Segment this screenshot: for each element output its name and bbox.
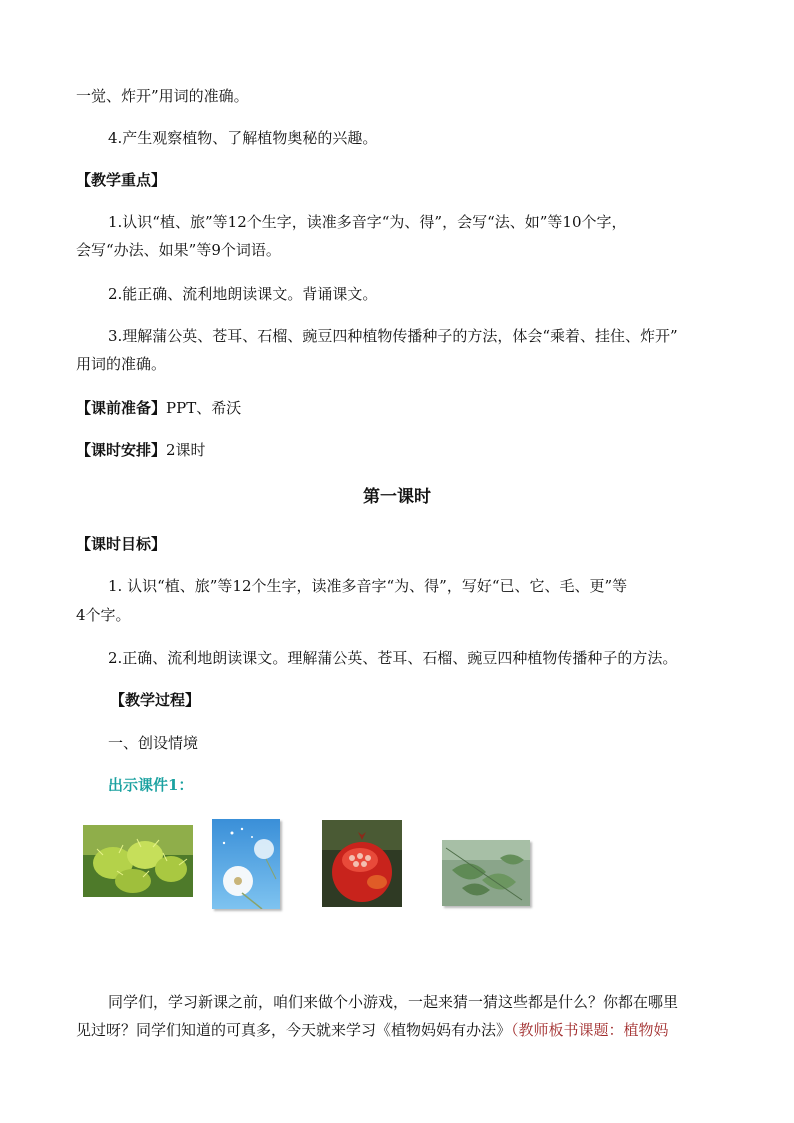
burdock-image: [83, 825, 193, 897]
schedule-row: [76, 440, 206, 460]
step-1: 一、创设情境: [108, 734, 199, 752]
schedule-label: 【课时安排】: [76, 441, 167, 459]
focus-3-line2: 用词的准确。: [76, 355, 167, 373]
board-note: （教师板书课题：植物妈: [511, 1021, 669, 1039]
pea-pods-image: [442, 840, 530, 906]
focus-2: 2.能正确、流利地朗读课文。背诵课文。: [108, 285, 378, 303]
prep-value: PPT、希沃: [166, 399, 242, 417]
text-line: 一觉、炸开”用词的准确。: [76, 87, 249, 105]
focus-1-line1: 1.认识“植、旅”等12个生字，读准多音字“为、得”，会写“法、如”等10个字，: [108, 213, 627, 231]
heading-teaching-process: 【教学过程】: [110, 691, 201, 709]
paragraph-line1: 同学们，学习新课之前，咱们来做个小游戏，一起来猜一猜这些都是什么？你都在哪里: [108, 993, 679, 1011]
prep-label: 【课前准备】: [76, 399, 167, 417]
pomegranate-image: [322, 820, 402, 907]
heading-lesson-goals: 【课时目标】: [76, 535, 167, 553]
paragraph-line2: [76, 1020, 669, 1040]
focus-3-line1: 3.理解蒲公英、苍耳、石榴、豌豆四种植物传播种子的方法，体会“乘着、挂住、炸开”: [108, 327, 678, 345]
prep-row: [76, 398, 241, 418]
heading-teaching-focus: 【教学重点】: [76, 171, 167, 189]
focus-1-line2: 会写“办法、如果”等9个词语。: [76, 241, 281, 259]
courseware-label: 出示课件1：: [108, 776, 194, 794]
schedule-value: 2课时: [166, 441, 206, 459]
dandelion-image: [212, 819, 280, 909]
paragraph-line2-text: 见过呀？同学们知道的可真多，今天就来学习《植物妈妈有办法》: [76, 1021, 512, 1039]
goal-1-line2: 4个字。: [76, 606, 131, 624]
goal-2: 2.正确、流利地朗读课文。理解蒲公英、苍耳、石榴、豌豆四种植物传播种子的方法。: [108, 649, 678, 667]
lesson-title: 第一课时: [363, 487, 431, 507]
objective-4: 4.产生观察植物、了解植物奥秘的兴趣。: [108, 129, 378, 147]
goal-1-line1: 1. 认识“植、旅”等12个生字，读准多音字“为、得”，写好“已、它、毛、更”等: [108, 577, 628, 595]
